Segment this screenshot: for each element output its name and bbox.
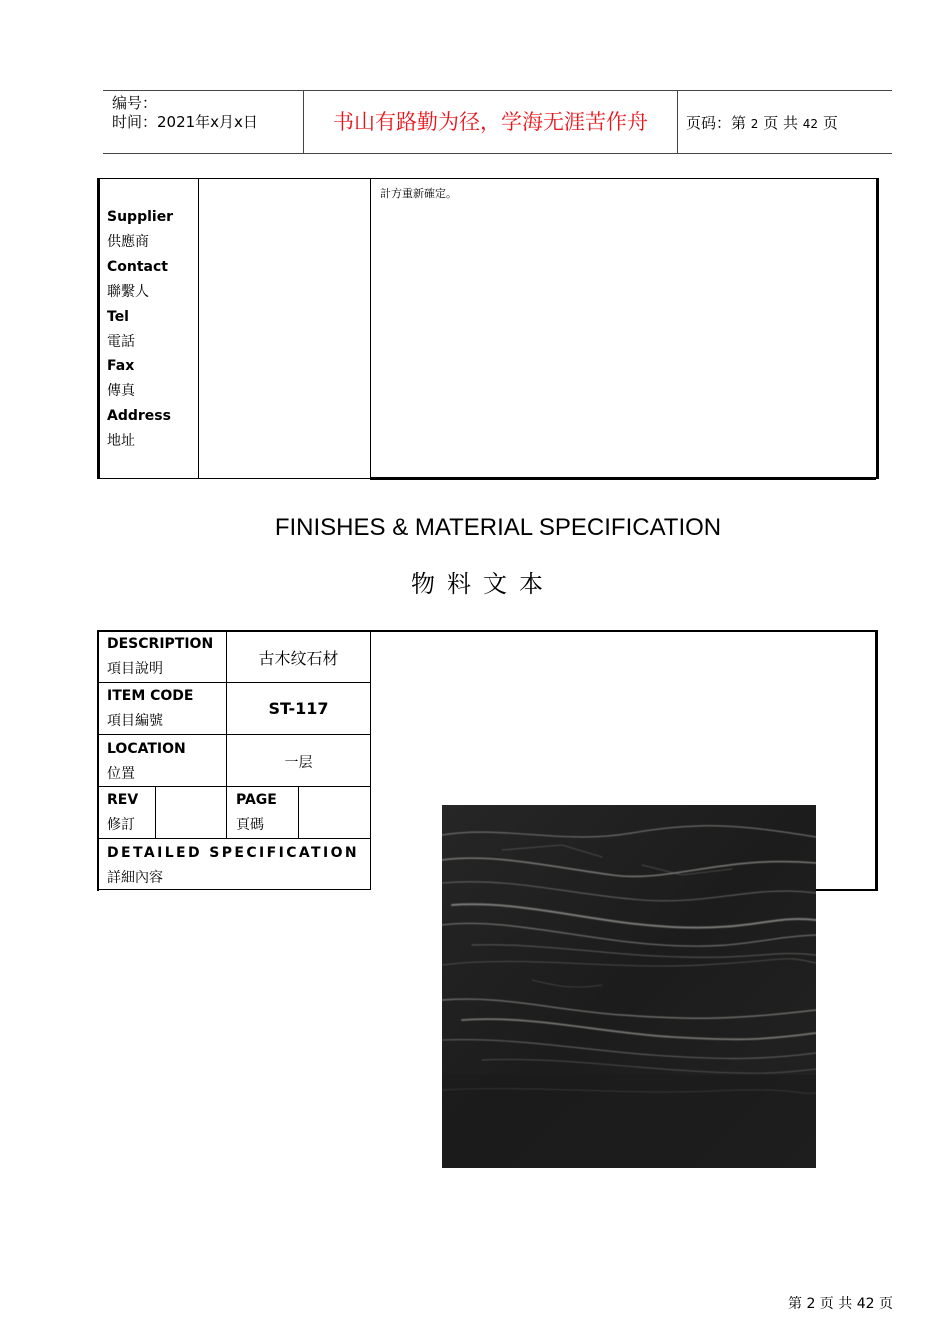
description-label-cn: 項目說明 (107, 661, 163, 677)
address-label-cn: 地址 (107, 433, 135, 450)
spec-table-bottom-rule (815, 889, 876, 891)
location-label (107, 737, 186, 787)
location-label-cn: 位置 (107, 766, 135, 782)
description-value: 古木纹石材 (258, 649, 339, 668)
supplier-table-divider (198, 178, 199, 478)
location-value: 一层 (284, 755, 313, 771)
marble-sample-image (442, 805, 816, 1168)
page-middle: 页 共 (763, 114, 798, 132)
supplier-table-divider (370, 178, 371, 480)
item-code-label-en: ITEM CODE (107, 688, 194, 704)
detailed-spec-label-cn: 詳細內容 (107, 870, 163, 886)
spec-title-en: FINISHES & MATERIAL SPECIFICATION (274, 514, 722, 541)
page-label-en: PAGE (236, 792, 277, 808)
item-code-label (107, 684, 194, 734)
fax-label: Fax (107, 358, 135, 375)
document-code-label: 编号： (112, 94, 158, 112)
header-page-number (686, 112, 838, 133)
document-date-label: 时间：2021年x月x日 (112, 113, 258, 131)
spec-row-rule (97, 838, 371, 839)
location-label-en: LOCATION (107, 741, 186, 757)
header-motto: 书山有路勤为径，学海无涯苦作舟 (333, 110, 648, 134)
supplier-label-cn: 供應商 (107, 233, 149, 250)
rev-label-en: REV (107, 792, 139, 808)
spec-row-rule (97, 734, 371, 735)
header-divider (677, 90, 678, 153)
footer-page-number: 第 2 页 共 42 页 (788, 1296, 893, 1312)
page-suffix: 页 (822, 114, 838, 132)
supplier-field-labels (107, 205, 173, 454)
page-current: 2 (750, 117, 759, 131)
tel-label-cn: 電話 (107, 333, 135, 350)
page-total: 42 (802, 117, 819, 131)
tel-label: Tel (107, 308, 129, 325)
page-label-cn: 頁碼 (236, 817, 264, 833)
address-label: Address (107, 408, 171, 425)
description-label-en: DESCRIPTION (107, 636, 214, 652)
item-code-label-cn: 項目編號 (107, 713, 163, 729)
supplier-label: Supplier (107, 209, 174, 225)
header-bottom-rule (103, 153, 892, 154)
contact-label-cn: 聯繫人 (107, 283, 149, 300)
spec-table-divider (155, 786, 156, 838)
page-label (236, 788, 277, 838)
spec-table-divider (298, 786, 299, 838)
rev-label (107, 788, 138, 838)
supplier-table (97, 178, 879, 479)
spec-row-rule (97, 682, 371, 683)
page-prefix: 页码：第 (686, 114, 747, 132)
header-top-rule (103, 90, 892, 91)
fax-label-cn: 傳真 (107, 383, 135, 400)
spec-table-divider (370, 630, 371, 890)
spec-title-cn: 物料文本 (411, 570, 555, 598)
item-code-value: ST-117 (268, 699, 329, 718)
rev-label-cn: 修訂 (107, 817, 135, 833)
supplier-note: 計方重新確定。 (380, 187, 457, 200)
detailed-spec-label-en: DETAILED SPECIFICATION (107, 845, 360, 861)
contact-label: Contact (107, 258, 168, 275)
description-label (107, 632, 213, 682)
detailed-spec-label (107, 841, 359, 891)
supplier-table-bottom-rule (370, 477, 876, 480)
